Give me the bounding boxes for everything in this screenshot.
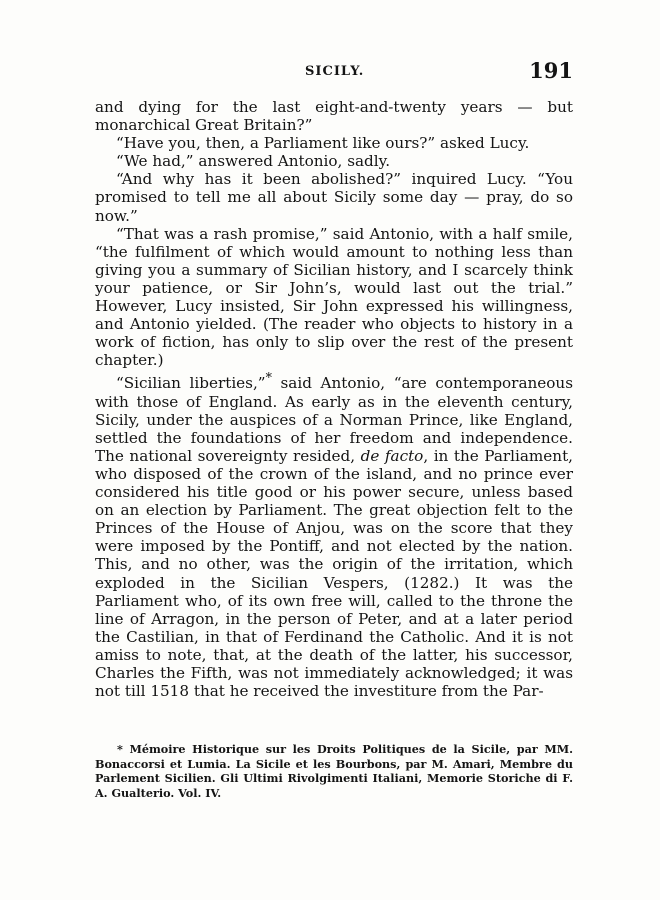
footnote	[95, 742, 573, 800]
paragraph-continued: and dying for the last eight-and-twenty years — but monarchical Great Britain?”	[95, 98, 573, 135]
paragraph: “Have you, then, a Parliament like ours?” asked Lucy.	[116, 134, 530, 153]
paragraph-text: said Antonio, “are contemporaneous with those of England. As early as in the eleventh century, Sicily, under the auspices of a Norman Prince, like England, settled the foundations of her freedom and independence. The national sovereignty resided,	[95, 374, 573, 465]
paragraph-text: , in the Parliament, who disposed of the crown of the island, and no prince ever considered his title good or his power secure, unless based on an election by Parliament. The great objection felt to the Princes of the House of Anjou, was on the score that they were imposed by the Pontiff, and not elected by the nation. This, and no other, was the origin of the irritation, which exploded in the Sicilian Vespers, (1282.) It was the Parliament who, of its own free will, called to the throne the line of Arragon, in the person of Peter, and at a later period the Castilian, in that of Ferdinand the Catholic. And it is not amiss to note, that, at the death of the latter, his successor, Charles the Fifth, was not immediately acknowledged; it was not till 1518 that he received the investiture from the Par-	[95, 446, 573, 701]
page-number: 191	[529, 58, 573, 83]
paragraph-text: “Sicilian liberties,”	[116, 374, 266, 393]
running-head: SICILY.	[305, 64, 365, 79]
footnote-text: * Mémoire Historique sur les Droits Politiques de la Sicile, par MM. Bonaccorsi et Lumia. La Sicile et les Bourbons, par M. Amari, Membre du Parlement Sicilien. Gli Ultimi Rivolgimenti Italiani, Memorie Storiche di F. A. Gualterio. Vol. IV.	[95, 742, 573, 800]
paragraph: “We had,” answered Antonio, sadly.	[116, 152, 391, 171]
paragraph: “That was a rash promise,” said Antonio, with a half smile, “the fulfilment of which would amount to nothing less than giving you a summary of Sicilian history, and I scarcely think your patience, or Sir John’s, would last out the trial.” However, Lucy insisted, Sir John expressed his willingness, and Antonio yielded. (The reader who objects to history in a work of fiction, has only to slip over the rest of the present chapter.)	[95, 224, 573, 370]
footnote-marker: *	[265, 370, 272, 386]
body-text	[95, 98, 573, 700]
paragraph	[95, 369, 573, 700]
paragraph: “And why has it been abolished?” inquired Lucy. “You promised to tell me all about Sicily some day — pray, do so now.”	[95, 170, 573, 225]
page-header	[95, 58, 575, 86]
italic-phrase: de facto	[360, 446, 424, 465]
